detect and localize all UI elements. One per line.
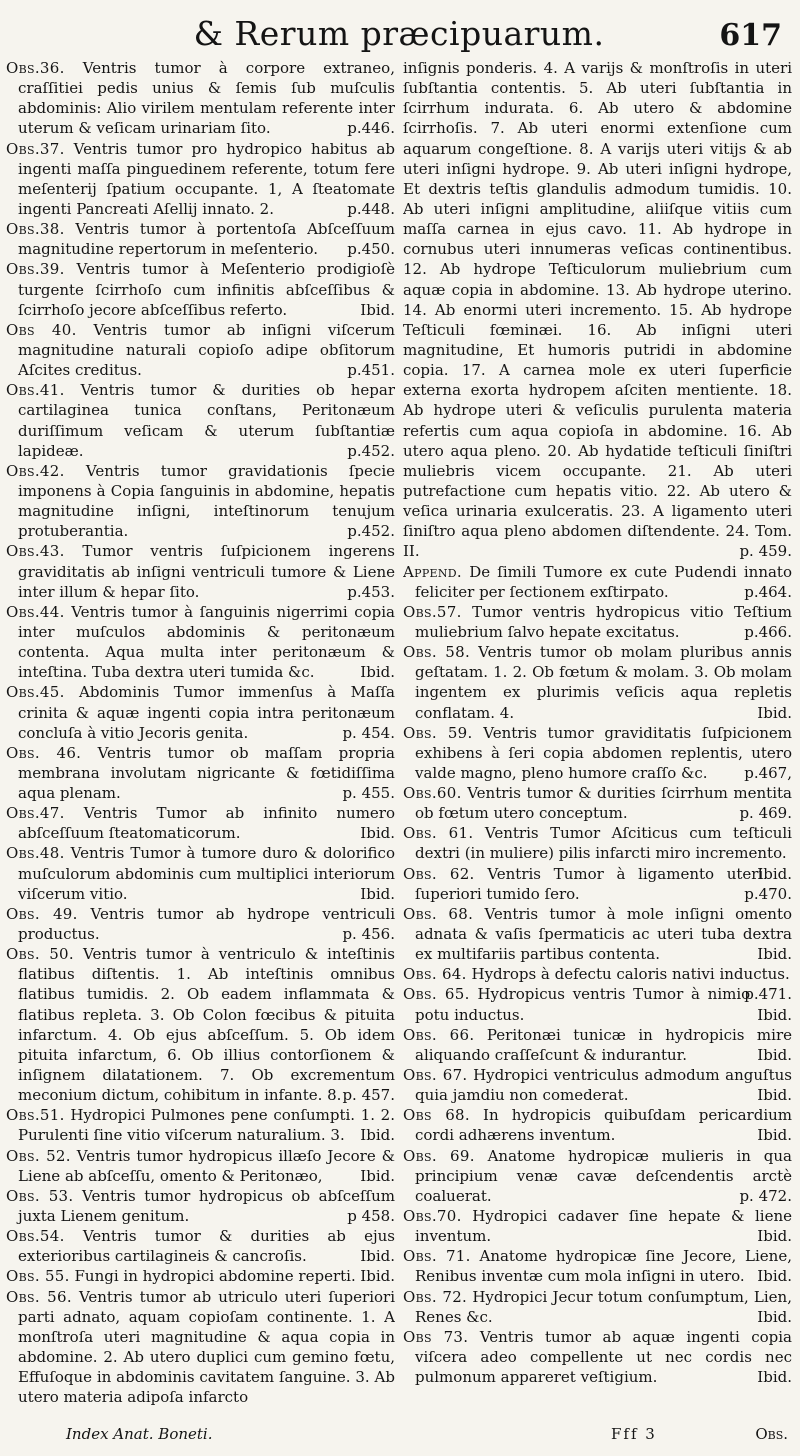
page-reference: p.446.	[347, 119, 395, 138]
page-reference: Ibid.	[757, 1267, 792, 1286]
page-reference: p.451.	[347, 361, 395, 380]
entry-text: Anatome hydropicæ mulieris in qua principium venæ cavæ deſcendentis arctè coaluerat.	[415, 1146, 792, 1205]
entry-text: Ventris tumor ob molam pluribus annis geſtatam. 1. 2. Ob fœtum & molam. 3. Ob molam ingentem ex plurimis veſicis aqua repletis conflatam. 4.	[415, 643, 792, 722]
index-entry	[403, 984, 792, 1024]
page-footer	[6, 1425, 792, 1453]
entry-label: Obs.60.	[403, 784, 462, 803]
entry-text: Hydropicus ventris Tumor à nimio potu inductus.	[415, 985, 751, 1024]
left-column	[6, 58, 395, 1423]
index-entry	[403, 562, 792, 602]
page-reference: Ibid.	[757, 1227, 792, 1246]
page-reference: p. 456.	[342, 925, 395, 944]
page-reference: p.452.	[347, 441, 395, 460]
entry-label: Obs.44.	[6, 602, 65, 621]
index-entry	[6, 541, 395, 601]
entry-label: Obs. 62.	[403, 864, 475, 883]
entry-label: Obs.41.	[6, 381, 65, 400]
index-entry	[6, 602, 395, 683]
index-entry	[6, 803, 395, 843]
entry-label: Obs.51.	[6, 1106, 65, 1125]
entry-text: Hydropici cadaver ſine hepate & liene inventum.	[415, 1207, 792, 1246]
entry-text: Ventris tumor ab utriculo uteri ſuperiori parti adnato, aquam copioſam continente. 1. A monſtroſa uteri magnitudine & aqua copia in abdomine. 2. Ab utero duplici cum gemino fœtu, Effuſoque in abdominis cavitatem ſanguine. 3. Ab utero materia adipoſa infarcto	[18, 1287, 395, 1407]
page-reference: p.471.	[744, 985, 792, 1004]
index-columns	[6, 58, 792, 1423]
index-entry	[6, 743, 395, 803]
entry-label: Obs. 68.	[403, 904, 474, 923]
page-reference: Ibid.	[360, 1166, 395, 1185]
page-reference: p. 454.	[342, 723, 395, 742]
page-reference: Ibid.	[757, 703, 792, 722]
page-reference: Ibid.	[360, 824, 395, 843]
entry-label: Obs 73.	[403, 1327, 469, 1346]
page-reference: p.453.	[347, 582, 395, 601]
entry-text: Abdominis Tumor immenſus à Maſſa crinita & aquæ ingenti copia intra peritonæum concluſa à vitio Jecoris genita.	[18, 683, 395, 742]
entry-label: Obs.36.	[6, 59, 65, 77]
page-reference: p. 457.	[342, 1086, 395, 1105]
index-entry	[6, 1226, 395, 1266]
entry-label: Obs.47.	[6, 804, 65, 823]
index-entry	[403, 1025, 792, 1065]
entry-text: Ventris tumor à Meſenterio prodigioſè turgente ſcirrhoſo cum infinitis abſceſſibus & ſcirrhoſo jecore abſceſſibus referto.	[18, 260, 395, 319]
entry-text: Tumor ventris ſuſpicionem ingerens graviditatis ab inſigni ventriculi tumore & Liene inter illum & hepar ſito.	[18, 542, 395, 601]
entry-text: Ventris Tumor à ligamento uteri ſuperiori tumido ſero.	[415, 864, 764, 903]
page-reference: p.470.	[744, 884, 792, 903]
index-entry	[403, 58, 792, 562]
page-reference: Ibid.	[757, 1307, 792, 1326]
footer-signature: Index Anat. Boneti.	[66, 1425, 213, 1443]
index-entry	[6, 219, 395, 259]
entry-label: Obs. 52.	[6, 1146, 71, 1165]
page-reference: p.450.	[347, 240, 395, 259]
page-reference: Ibid.	[360, 663, 395, 682]
entry-text: Hydropici Jecur totum conſumptum, Lien, Renes &c.	[415, 1287, 792, 1326]
entry-text: Hydropici Pulmones pene conſumpti. 1. 2. Purulenti ſine vitio viſcerum naturalium. 3.	[18, 1106, 395, 1145]
entry-text: Ventris tumor à ſanguinis nigerrimi copia inter muſculos abdominis & peritonæum contenta. Aqua multa inter peritonæum & inteſtina. Tuba dextra uteri tumida &c.	[18, 602, 395, 682]
entry-label: Obs. 69.	[403, 1146, 475, 1165]
entry-label: Obs. 49.	[6, 904, 78, 923]
entry-text: Peritonæi tunicæ in hydropicis mire aliquando craſſeſcunt & indurantur.	[415, 1025, 792, 1064]
entry-text: Ventris tumor hydropicus illæſo Jecore & Liene ab abſceſſu, omento & Peritonæo,	[18, 1146, 395, 1185]
page-reference: Ibid.	[757, 1368, 792, 1387]
page-reference: Ibid.	[360, 1267, 395, 1286]
entry-label: Obs. 66.	[403, 1025, 475, 1044]
index-entry	[403, 1065, 792, 1105]
entry-text: De ſimili Tumore ex cute Pudendi innato feliciter per ſectionem exſtirpato.	[415, 562, 792, 601]
entry-text: Ventris tumor gravidationis ſpecie imponens à Copia ſanguinis in abdomine, hepatis magnitudine inſigni, inteſtinorum tenujum protuberantia.	[18, 461, 395, 541]
page-reference: Ibid.	[360, 300, 395, 319]
page-reference: p. 472.	[739, 1186, 792, 1205]
entry-text: Ventris tumor à portentoſa Abſceſſuum magnitudine repertorum in meſenterio.	[18, 220, 395, 259]
right-column	[403, 58, 792, 1423]
entry-text: Ventris tumor pro hydropico habitus ab ingenti maſſa pinguedinem referente, totum fere meſenterij ſpatium occupante. 1, A ſteatomate ingenti Pancreati Aſellij innato. 2.	[18, 139, 395, 218]
index-entry	[6, 1105, 395, 1145]
entry-text: Ventris tumor & durities ob hepar cartilaginea tunica conſtans, Peritonæum duriſſimum veſicam & uterum ſubſtantiæ lapideæ.	[18, 381, 395, 460]
entry-text: Ventris tumor à mole inſigni omento adnata & vaſis ſpermaticis ac uteri tuba dextra ex multifariis partibus contenta.	[415, 904, 792, 964]
index-entry	[6, 682, 395, 742]
entry-label: Obs. 56.	[6, 1287, 72, 1306]
page-title: & Rerum præcipuarum.	[193, 14, 605, 53]
entry-label: Obs.37.	[6, 139, 65, 158]
entry-label: Obs. 53.	[6, 1186, 74, 1205]
entry-label: Obs. 72.	[403, 1287, 468, 1306]
entry-label: Obs.39.	[6, 260, 65, 279]
entry-label: Obs. 59.	[403, 723, 473, 742]
entry-text: Ventris Tumor Aſciticus cum teſticuli dextri (in muliere) pilis infarcti miro incremento.	[415, 824, 792, 863]
index-entry	[6, 843, 395, 903]
index-entry	[403, 904, 792, 964]
signature-mark: Fff 3	[611, 1425, 657, 1443]
page-reference: Ibid.	[757, 1045, 792, 1064]
page-reference: p. 459.	[739, 542, 792, 561]
entry-label: Obs.48.	[6, 844, 65, 863]
index-entry	[403, 1327, 792, 1387]
index-entry	[6, 1186, 395, 1226]
entry-text: Ventris Tumor à tumore duro & dolorifico muſculorum abdominis cum multiplici interiorum viſcerum vitio.	[18, 844, 395, 903]
entry-label: Obs.43.	[6, 542, 65, 561]
index-entry	[6, 380, 395, 461]
index-entry	[403, 723, 792, 783]
index-entry	[6, 1266, 395, 1286]
index-entry	[6, 1287, 395, 1408]
index-entry	[6, 904, 395, 944]
entry-text: Ventris tumor à corpore extraneo, craſſitiei pedis unius & ſemis ſub muſculis abdominis: Alio virilem mentulam referente inter uterum & veſicam urinariam ſito.	[18, 59, 395, 138]
page-reference: Ibid.	[360, 1247, 395, 1266]
entry-text: Hydropici ventriculus admodum anguſtus quia jamdiu non comederat.	[415, 1066, 792, 1105]
entry-label: Obs 40.	[6, 320, 77, 339]
page-reference: Ibid.	[757, 1086, 792, 1105]
entry-label: Obs 68.	[403, 1106, 470, 1125]
index-entry	[403, 1146, 792, 1206]
entry-label: Obs. 58.	[403, 643, 471, 662]
index-entry	[6, 320, 395, 380]
entry-label: Append.	[403, 562, 462, 581]
index-entry	[403, 864, 792, 904]
entry-text: Ventris tumor ab hydrope ventriculi productus.	[18, 904, 395, 944]
entry-text: Ventris tumor ab aquæ ingenti copia viſcera adeo compellente ut nec cordis nec pulmonum appareret veſtigium.	[415, 1327, 792, 1387]
index-entry	[6, 1146, 395, 1186]
entry-label: Obs. 61.	[403, 824, 474, 843]
entry-label: Obs. 46.	[6, 743, 82, 762]
page-reference: p.464.	[744, 582, 792, 601]
entry-label: Obs. 50.	[6, 945, 74, 964]
index-entry	[403, 602, 792, 642]
page-number: 617	[719, 18, 782, 53]
index-entry	[403, 783, 792, 823]
entry-label: Obs.70.	[403, 1207, 462, 1226]
entry-text: Ventris tumor graviditatis ſuſpicionem exhibens à ſeri copia abdomen replentis, utero valde magno, pleno humore craſſo &c.	[415, 723, 792, 782]
catchword: Obs.	[755, 1425, 788, 1443]
page-reference: Ibid.	[360, 1126, 395, 1145]
entry-text: inſignis ponderis. 4. A varijs & monſtroſis in uteri ſubſtantia contentis. 5. Ab uteri ſubſtantia in ſcirrhum indurata. 6. Ab utero & abdomine ſcirrhoſis. 7. Ab uteri enormi extenſione cum aquarum congeſtione. 8. A varijs uteri vitijs & ab uteri inſigni hydrope. 9. Ab uteri inſigni hydrope, Et dextris teſtis glandulis admodum tumidis. 10. Ab uteri inſigni amplitudine, aliiſque vitiis cum maſſa carnea in ejus cavo. 11. Ab hydrope in cornubus uteri innumeras veſicas continentibus. 12. Ab hydrope Teſticulorum muliebrium cum aquæ copia in abdomine. 13. Ab hydrope uterino. 14. Ab enormi uteri incremento. 15. Ab hydrope Teſticuli fœminæi. 16. Ab inſigni uteri magnitudine, Et humoris putridi in abdomine copia. 17. A carnea mole ex uteri ſuperficie externa exorta hydropem aſciten mentiente. 18. Ab hydrope uteri & veſiculis purulenta materia refertis cum aqua copioſa in abdomine. 16. Ab utero aqua pleno. 20. Ab hydatide teſticuli ſiniſtri muliebris vicem occupante. 21. Ab uteri putrefactione cum hepatis vitio. 22. Ab utero & veſica urinaria exulceratis. 23. A ligamento uteri ſiniſtro aqua pleno abdomen diſtendente. 24. Tom. II.	[403, 59, 792, 561]
entry-text: Ventris tumor & durities ab ejus exterioribus cartilagineis & cancroſis.	[18, 1227, 395, 1266]
entry-label: Obs.54.	[6, 1227, 65, 1246]
entry-label: Obs. 71.	[403, 1247, 471, 1266]
entry-label: Obs. 67.	[403, 1066, 468, 1085]
index-entry	[403, 642, 792, 723]
page-reference: p. 455.	[342, 784, 395, 803]
entry-label: Obs.57.	[403, 602, 462, 621]
entry-label: Obs. 55.	[6, 1267, 70, 1286]
index-entry	[6, 259, 395, 319]
page-reference: p 458.	[347, 1207, 395, 1226]
page-reference: p.448.	[347, 199, 395, 218]
page-reference: p.467,	[744, 763, 792, 782]
page-reference: Ibid.	[360, 884, 395, 903]
entry-text: Tumor ventris hydropicus vitio Teſtium muliebrium ſalvo hepate excitatus.	[415, 602, 792, 641]
entry-text: Anatome hydropicæ ſine Jecore, Liene, Renibus inventæ cum mola inſigni in utero.	[415, 1247, 792, 1286]
entry-text: Ventris tumor & durities ſcirrhum mentita ob fœtum utero conceptum.	[415, 784, 792, 823]
entry-text: Fungi in hydropici abdomine reperti.	[74, 1267, 356, 1286]
index-entry	[403, 1105, 792, 1145]
page-reference: Ibid.	[757, 1005, 792, 1024]
entry-text: Ventris tumor ob maſſam propria membrana involutam nigricante & fœtidiſſima aqua plenam.	[18, 743, 395, 803]
index-entry	[6, 58, 395, 139]
index-entry	[403, 1287, 792, 1327]
entry-label: Obs. 65.	[403, 985, 470, 1004]
entry-text: In hydropicis quibuſdam pericardium cordi adhærens inventum.	[415, 1106, 792, 1145]
entry-text: Ventris tumor à ventriculo & inteſtinis flatibus diſtentis. 1. Ab inteſtinis omnibus flatibus tumidis. 2. Ob eadem inflammata & flatibus repleta. 3. Ob Colon fœcibus & pituita infarctum. 4. Ob ejus abſceſſum. 5. Ob idem pituita infarctum, 6. Ob illius contorſionem & inſignem dilatationem. 7. Ob excrementum meconium dictum, cohibitum in infante. 8.	[18, 945, 395, 1105]
page-reference: p.452.	[347, 522, 395, 541]
index-entry	[403, 1206, 792, 1246]
index-entry	[6, 139, 395, 220]
page-reference: Ibid.	[757, 864, 792, 883]
entry-label: Obs.45.	[6, 683, 65, 702]
page-reference: Ibid.	[757, 945, 792, 964]
page-reference: p. 469.	[739, 804, 792, 823]
page-reference: Ibid.	[757, 1126, 792, 1145]
entry-text: Hydrops à defectu caloris nativi inductus.	[471, 965, 790, 984]
entry-label: Obs.38.	[6, 220, 65, 239]
page-reference: p.466.	[744, 622, 792, 641]
entry-label: Obs.42.	[6, 461, 65, 480]
index-entry	[6, 944, 395, 1105]
entry-text: Ventris tumor hydropicus ob abſceſſum juxta Lienem genitum.	[18, 1186, 395, 1226]
entry-label: Obs. 64.	[403, 965, 467, 984]
entry-text: Ventris tumor ab inſigni viſcerum magnitudine naturali copioſo adipe obſitorum Aſcites creditus.	[18, 320, 395, 380]
entry-text: Ventris Tumor ab infinito numero abſceſſuum ſteatomaticorum.	[18, 804, 395, 843]
index-entry	[403, 1246, 792, 1286]
index-entry	[6, 461, 395, 542]
running-header	[6, 0, 792, 56]
